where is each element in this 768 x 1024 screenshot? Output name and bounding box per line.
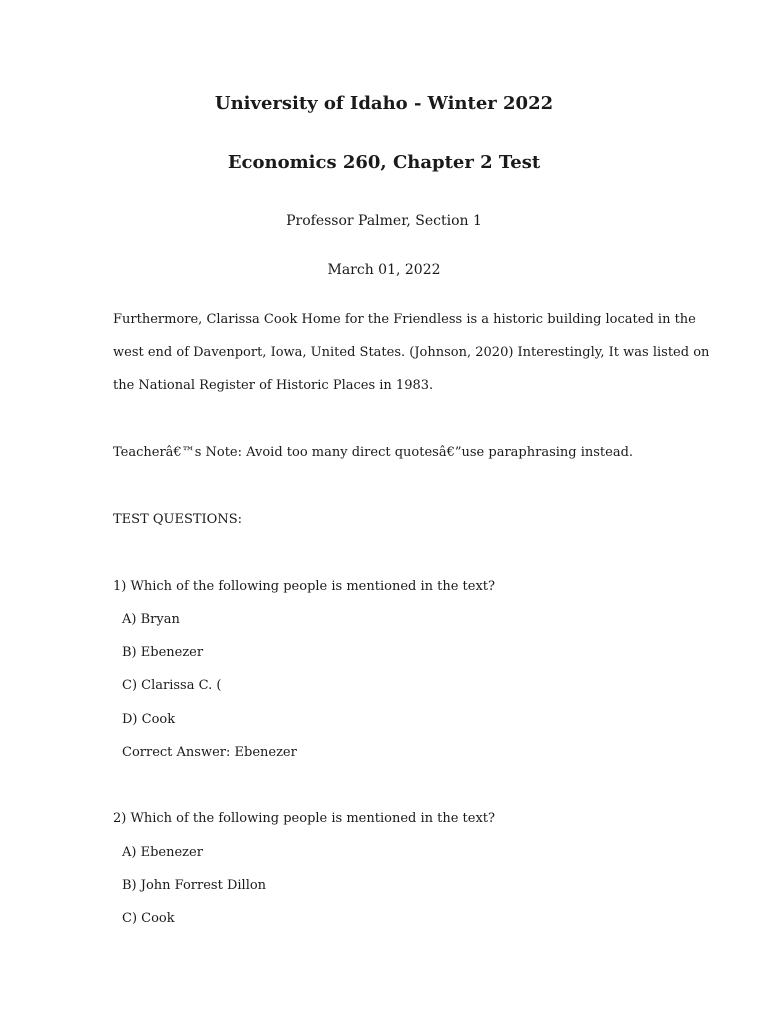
answer-option: D) Cook [122, 712, 176, 727]
course-title: Economics 260, Chapter 2 Test [227, 152, 541, 173]
answer-option: C) Clarissa C. ( [122, 678, 222, 693]
university-title: University of Idaho - Winter 2022 [214, 93, 554, 114]
teacher-note: Teacherâ€™s Note: Avoid too many direct quotesâ€”use paraphrasing instead. [113, 445, 634, 460]
answer-option: B) John Forrest Dillon [122, 878, 267, 893]
correct-answer: Correct Answer: Ebenezer [122, 745, 297, 760]
answer-option: A) Bryan [122, 612, 180, 627]
paragraph-line: Furthermore, Clarissa Cook Home for the Friendless is a historic building located in the [113, 312, 696, 327]
paragraph-line: west end of Davenport, Iowa, United States. (Johnson, 2020) Interestingly, It was listed on [113, 345, 710, 360]
paragraph-line: the National Register of Historic Places in 1983. [113, 378, 434, 393]
section-heading: TEST QUESTIONS: [113, 512, 243, 527]
question-prompt: 1) Which of the following people is mentioned in the text? [113, 579, 495, 594]
answer-option: C) Cook [122, 911, 175, 926]
professor-line: Professor Palmer, Section 1 [286, 213, 482, 229]
answer-option: B) Ebenezer [122, 645, 204, 660]
date-line: March 01, 2022 [327, 262, 441, 278]
question-prompt: 2) Which of the following people is mentioned in the text? [113, 811, 495, 826]
answer-option: A) Ebenezer [122, 845, 203, 860]
